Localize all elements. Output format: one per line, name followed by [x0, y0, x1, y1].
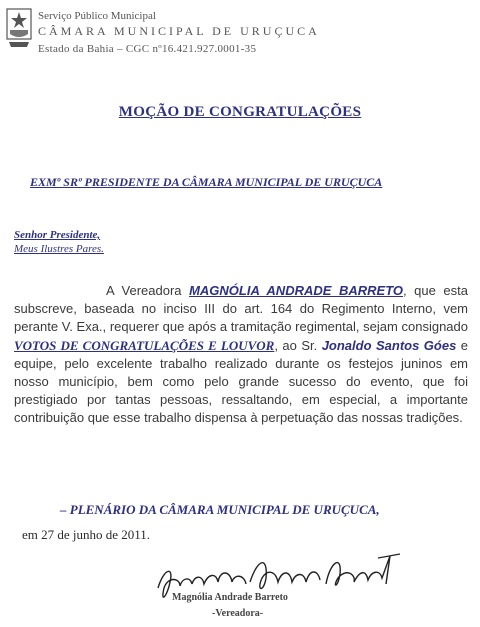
salutation-president: Senhor Presidente, — [14, 229, 101, 241]
body-text-4: e equipe, pelo excelente trabalho realizado durante os festejos juninos em nosso município, bem como pelo grande sucesso do evento, que foi prestigiado por tantas pessoas, ressaltando, em especial, a importante contribuição que esse trabalho dispensa à perpetuação das nossas tradições. — [14, 337, 469, 426]
honoree-name: Jonaldo Santos Góes — [321, 337, 457, 353]
motion-body — [14, 282, 468, 428]
addressee: EXMº SRº PRESIDENTE DA CÂMARA MUNICIPAL DE URUÇUCA — [30, 175, 383, 189]
municipal-crest-icon — [6, 8, 32, 48]
signer-name: Magnólia Andrade Barreto — [172, 592, 288, 603]
body-text-2: , que esta subscreve, baseada no inciso III do art. 164 do Regimento Interno, vem perante V. Exa., requerer que após a tramitação regimental, sejam consignado — [14, 283, 468, 335]
document-date: em 27 de junho de 2011. — [22, 527, 151, 542]
councilor-name: MAGNÓLIA ANDRADE BARRETO — [189, 283, 404, 298]
document-title: MOÇÃO DE CONGRATULAÇÕES — [118, 104, 362, 120]
body-text-3: , ao Sr. — [274, 337, 322, 353]
salutation-peers: Meus Ilustres Pares. — [14, 243, 104, 255]
letterhead-state-cgc: Estado da Bahia – CGC nº16.421.927.0001-35 — [38, 43, 257, 55]
body-text-1: A Vereadora — [106, 283, 190, 298]
plenario-line: – PLENÁRIO DA CÂMARA MUNICIPAL DE URUÇUCA, — [60, 502, 380, 517]
signer-role: -Vereadora- — [212, 608, 264, 619]
letterhead-chamber: CÂMARA MUNICIPAL DE URUÇUCA — [38, 24, 320, 38]
votes-of-congratulations: VOTOS DE CONGRATULAÇÕES E LOUVOR — [14, 337, 275, 353]
salutation — [14, 228, 104, 256]
letterhead-service: Serviço Público Municipal — [38, 10, 156, 22]
